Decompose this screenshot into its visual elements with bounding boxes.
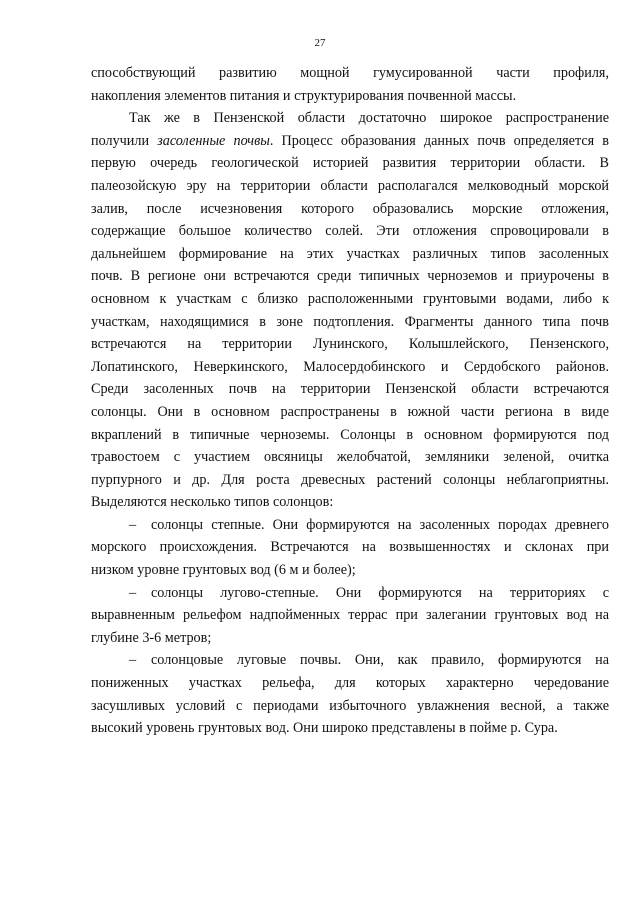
text-line: Лопатинского, Неверкинского, Малосердобинского и Сердобского районов. [91, 358, 609, 375]
dash-bullet: – [129, 516, 137, 533]
list-item [91, 582, 609, 605]
text-line: Так же в Пензенской области достаточно широкое распространение [129, 110, 609, 127]
text-line: встречаются на территории Лунинского, Колышлейского, Пензенского, [91, 336, 609, 353]
text-line: почв. В регионе они встречаются среди типичных черноземов и приурочены в [91, 268, 609, 285]
text-line: дальнейшем формирование на этих участках различных типов засоленных [91, 245, 609, 262]
text-line: пурпурного и др. Для роста древесных растений солонцы неблагоприятны. [91, 471, 609, 488]
list-item-text: солонцовые луговые почвы. Они, как правило, формируются на [151, 652, 609, 669]
text-line: залив, после исчезновения которого образовались морские отложения, [91, 200, 609, 217]
dash-bullet: – [129, 584, 137, 601]
text-line: глубине 3-6 метров; [91, 629, 212, 646]
text-line: засушливых условий с периодами избыточного увлажнения весной, а также [91, 697, 609, 714]
list-item-text: солонцы лугово-степные. Они формируются на территориях с [151, 584, 609, 601]
text-line: содержащие большое количество солей. Эти отложения спровоцировали в [91, 223, 609, 240]
text-fragment: . Процесс образования данных почв определяется в [269, 132, 609, 149]
text-line: палеозойскую эру на территории области располагался мелководный морской [91, 177, 609, 194]
dash-bullet: – [129, 652, 137, 669]
text-line [91, 130, 609, 153]
list-item [91, 649, 609, 672]
document-body [91, 62, 609, 740]
text-line: выравненным рельефом надпойменных террас при залегании грунтовых вод на [91, 607, 609, 624]
text-line: пониженных участках рельефа, для которых характерно чередование [91, 675, 609, 692]
text-fragment: получили [91, 132, 158, 149]
text-line: травостоем с участием овсяницы желобчатой, земляники зеленой, очитка [91, 449, 609, 466]
text-line: первую очередь геологической историей развития территории области. В [91, 155, 609, 172]
text-line: вкраплений в типичные черноземы. Солонцы в основном формируются под [91, 426, 609, 443]
text-line: высокий уровень грунтовых вод. Они широко представлены в пойме р. Сура. [91, 720, 558, 737]
text-line: Выделяются несколько типов солонцов: [91, 494, 334, 511]
text-line: солонцы. Они в основном распространены в южной части региона в виде [91, 403, 609, 420]
text-line: Среди засоленных почв на территории Пензенской области встречаются [91, 381, 609, 398]
text-line: низком уровне грунтовых вод (6 м и более); [91, 562, 356, 579]
text-line: способствующий развитию мощной гумусированной части профиля, [91, 65, 609, 81]
page-number: 27 [314, 37, 326, 49]
text-line: накопления элементов питания и структурирования почвенной массы. [91, 87, 517, 104]
text-line: участкам, находящимися в зоне подтопления. Фрагменты данного типа почв [91, 313, 609, 330]
text-line: морского происхождения. Встречаются на возвышенностях и склонах при [91, 539, 609, 556]
list-item [91, 514, 609, 537]
term-emphasis: засоленные почвы [157, 132, 270, 149]
list-item-text: солонцы степные. Они формируются на засоленных породах древнего [151, 516, 609, 533]
text-line: основном к участкам с близко расположенными грунтовыми водами, либо к [91, 290, 609, 307]
